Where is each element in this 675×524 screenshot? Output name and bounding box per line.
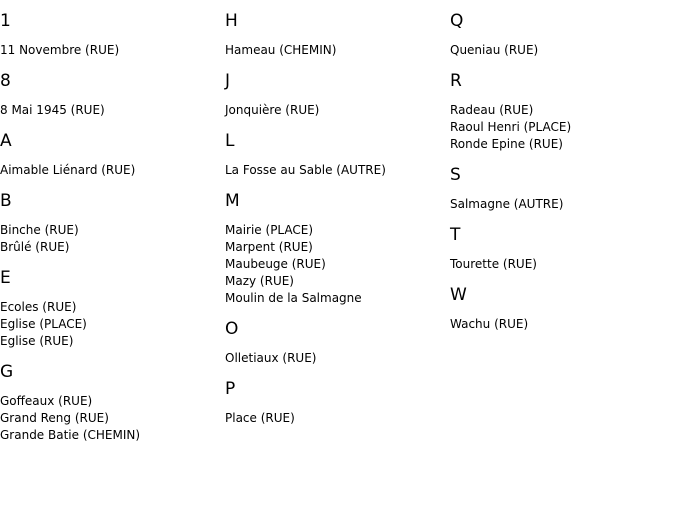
street-link[interactable]: 11 Novembre (RUE) xyxy=(0,43,120,57)
street-link[interactable]: Tourette (RUE) xyxy=(450,257,537,271)
street-index-column-1 xyxy=(0,0,220,456)
street-list xyxy=(450,316,670,333)
letter-group xyxy=(225,11,445,59)
letter-heading: W xyxy=(450,285,467,305)
street-link[interactable]: Mazy (RUE) xyxy=(225,274,294,288)
letter-group xyxy=(0,362,220,444)
street-link[interactable]: La Fosse au Sable (AUTRE) xyxy=(225,163,386,177)
street-link[interactable]: Moulin de la Salmagne xyxy=(225,291,362,305)
street-index-column-3 xyxy=(450,0,670,345)
letter-heading: E xyxy=(0,268,11,288)
letter-group xyxy=(0,268,220,350)
street-link[interactable]: Aimable Liénard (RUE) xyxy=(0,163,136,177)
letter-heading: 1 xyxy=(0,11,11,31)
letter-group xyxy=(450,71,670,153)
street-link[interactable]: Salmagne (AUTRE) xyxy=(450,197,564,211)
letter-heading: T xyxy=(450,225,461,245)
letter-heading: G xyxy=(0,362,14,382)
street-link[interactable]: Ecoles (RUE) xyxy=(0,300,77,314)
street-link[interactable]: Brûlé (RUE) xyxy=(0,240,70,254)
letter-heading: P xyxy=(225,379,236,399)
letter-group xyxy=(225,319,445,367)
street-link[interactable]: Ronde Epine (RUE) xyxy=(450,137,563,151)
letter-heading: A xyxy=(0,131,12,151)
street-list xyxy=(0,393,220,444)
street-link[interactable]: Queniau (RUE) xyxy=(450,43,539,57)
street-link[interactable]: Eglise (PLACE) xyxy=(0,317,87,331)
street-list xyxy=(450,256,670,273)
letter-group xyxy=(450,285,670,333)
letter-group xyxy=(0,71,220,119)
street-link[interactable]: Grande Batie (CHEMIN) xyxy=(0,428,141,442)
street-link[interactable]: Radeau (RUE) xyxy=(450,103,534,117)
letter-group xyxy=(225,71,445,119)
street-link[interactable]: Hameau (CHEMIN) xyxy=(225,43,337,57)
street-link[interactable]: Goffeaux (RUE) xyxy=(0,394,93,408)
letter-heading: L xyxy=(225,131,235,151)
letter-group xyxy=(225,379,445,427)
street-link[interactable]: Maubeuge (RUE) xyxy=(225,257,326,271)
street-list xyxy=(0,162,220,179)
letter-group xyxy=(450,11,670,59)
street-list xyxy=(0,299,220,350)
letter-heading: Q xyxy=(450,11,464,31)
street-link[interactable]: Wachu (RUE) xyxy=(450,317,529,331)
letter-group xyxy=(0,191,220,256)
street-list xyxy=(225,410,445,427)
street-list xyxy=(225,222,445,307)
street-list xyxy=(450,102,670,153)
street-link[interactable]: Grand Reng (RUE) xyxy=(0,411,109,425)
letter-heading: R xyxy=(450,71,462,91)
letter-heading: O xyxy=(225,319,239,339)
street-link[interactable]: Raoul Henri (PLACE) xyxy=(450,120,572,134)
letter-heading: H xyxy=(225,11,238,31)
street-link[interactable]: Place (RUE) xyxy=(225,411,295,425)
street-list xyxy=(450,196,670,213)
street-list xyxy=(450,42,670,59)
letter-group xyxy=(450,225,670,273)
street-link[interactable]: Marpent (RUE) xyxy=(225,240,313,254)
street-list xyxy=(225,102,445,119)
street-list xyxy=(0,42,220,59)
letter-group xyxy=(225,191,445,307)
street-link[interactable]: 8 Mai 1945 (RUE) xyxy=(0,103,105,117)
letter-group xyxy=(450,165,670,213)
street-link[interactable]: Eglise (RUE) xyxy=(0,334,74,348)
street-link[interactable]: Mairie (PLACE) xyxy=(225,223,314,237)
street-list xyxy=(0,102,220,119)
street-list xyxy=(225,162,445,179)
letter-group xyxy=(0,11,220,59)
letter-group xyxy=(225,131,445,179)
street-link[interactable]: Olletiaux (RUE) xyxy=(225,351,317,365)
street-link[interactable]: Binche (RUE) xyxy=(0,223,79,237)
street-link[interactable]: Jonquière (RUE) xyxy=(225,103,320,117)
street-list xyxy=(0,222,220,256)
letter-heading: S xyxy=(450,165,461,185)
letter-heading: 8 xyxy=(0,71,11,91)
letter-group xyxy=(0,131,220,179)
letter-heading: B xyxy=(0,191,12,211)
street-list xyxy=(225,42,445,59)
street-index-column-2 xyxy=(225,0,445,439)
street-list xyxy=(225,350,445,367)
letter-heading: J xyxy=(225,71,231,91)
letter-heading: M xyxy=(225,191,240,211)
